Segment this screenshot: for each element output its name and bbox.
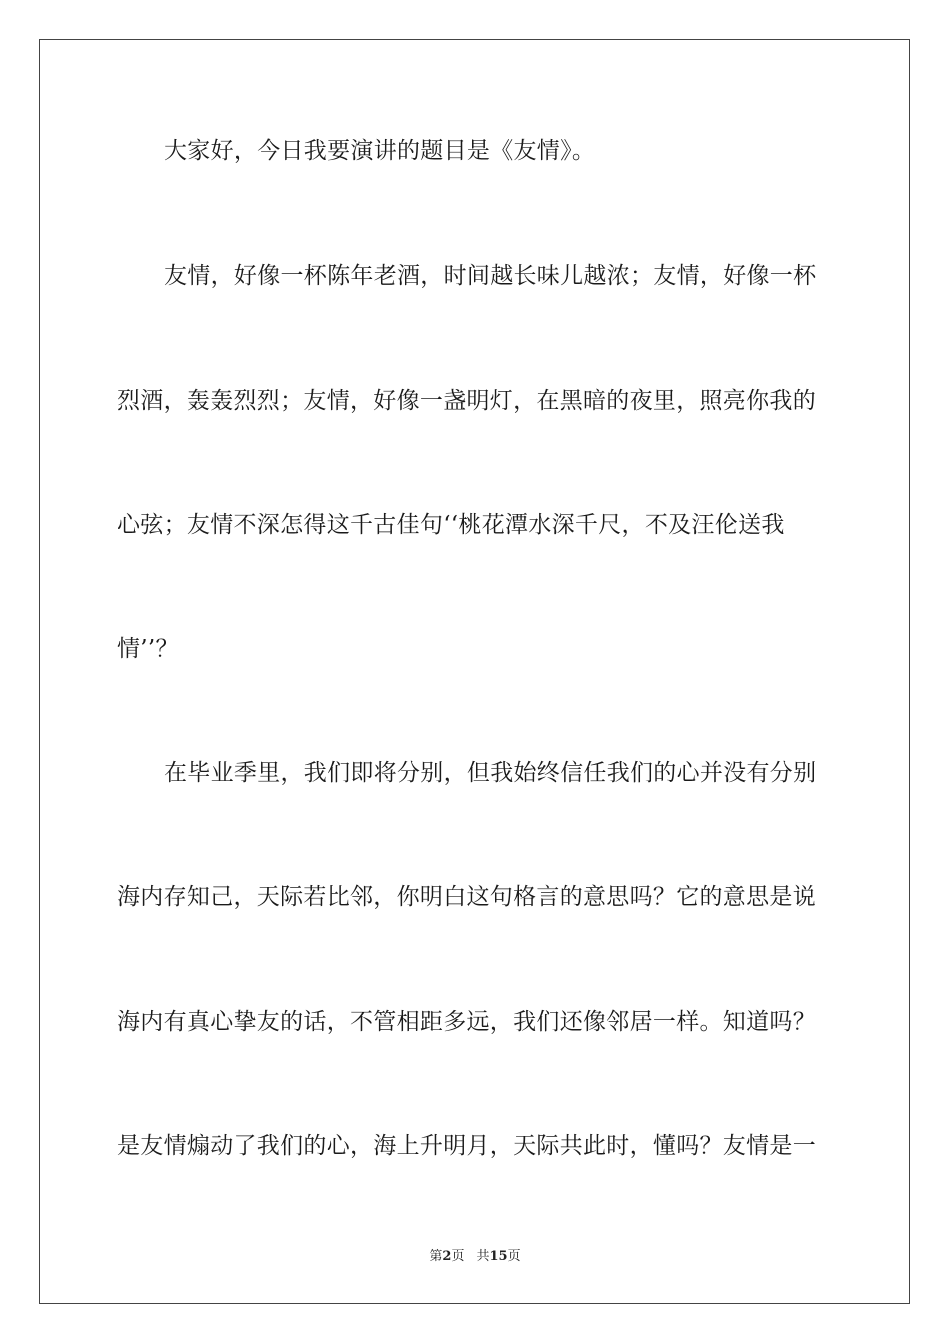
paragraph-line: 大家好，今日我要演讲的题目是《友情》。 (164, 138, 596, 164)
page-suffix: 页 (451, 1249, 465, 1264)
page-border (39, 39, 910, 1304)
page-number: 2 (442, 1249, 452, 1264)
paragraph-line: 友情，好像一杯陈年老酒，时间越长味儿越浓；友情，好像一杯 (164, 263, 817, 289)
page-prefix: 第 (429, 1249, 443, 1264)
total-prefix: 共 (476, 1249, 490, 1264)
paragraph-line: 烈酒，轰轰烈烈；友情，好像一盏明灯，在黑暗的夜里，照亮你我的 (117, 388, 816, 414)
paragraph-line: 海内有真心挚友的话，不管相距多远，我们还像邻居一样。知道吗？ (117, 1009, 816, 1035)
page-footer (0, 1248, 950, 1266)
paragraph-line: 在毕业季里，我们即将分别，但我始终信任我们的心并没有分别 (164, 760, 817, 786)
paragraph-line: 情’’？ (117, 636, 179, 662)
total-suffix: 页 (507, 1249, 521, 1264)
paragraph-line: 海内存知己，天际若比邻，你明白这句格言的意思吗？它的意思是说 (117, 884, 816, 910)
paragraph-line: 是友情煽动了我们的心，海上升明月，天际共此时，懂吗？友情是一 (117, 1133, 816, 1159)
total-pages: 15 (489, 1249, 508, 1264)
paragraph-line: 心弦；友情不深怎得这千古佳句‘‘桃花潭水深千尺，不及汪伦送我 (117, 512, 785, 538)
